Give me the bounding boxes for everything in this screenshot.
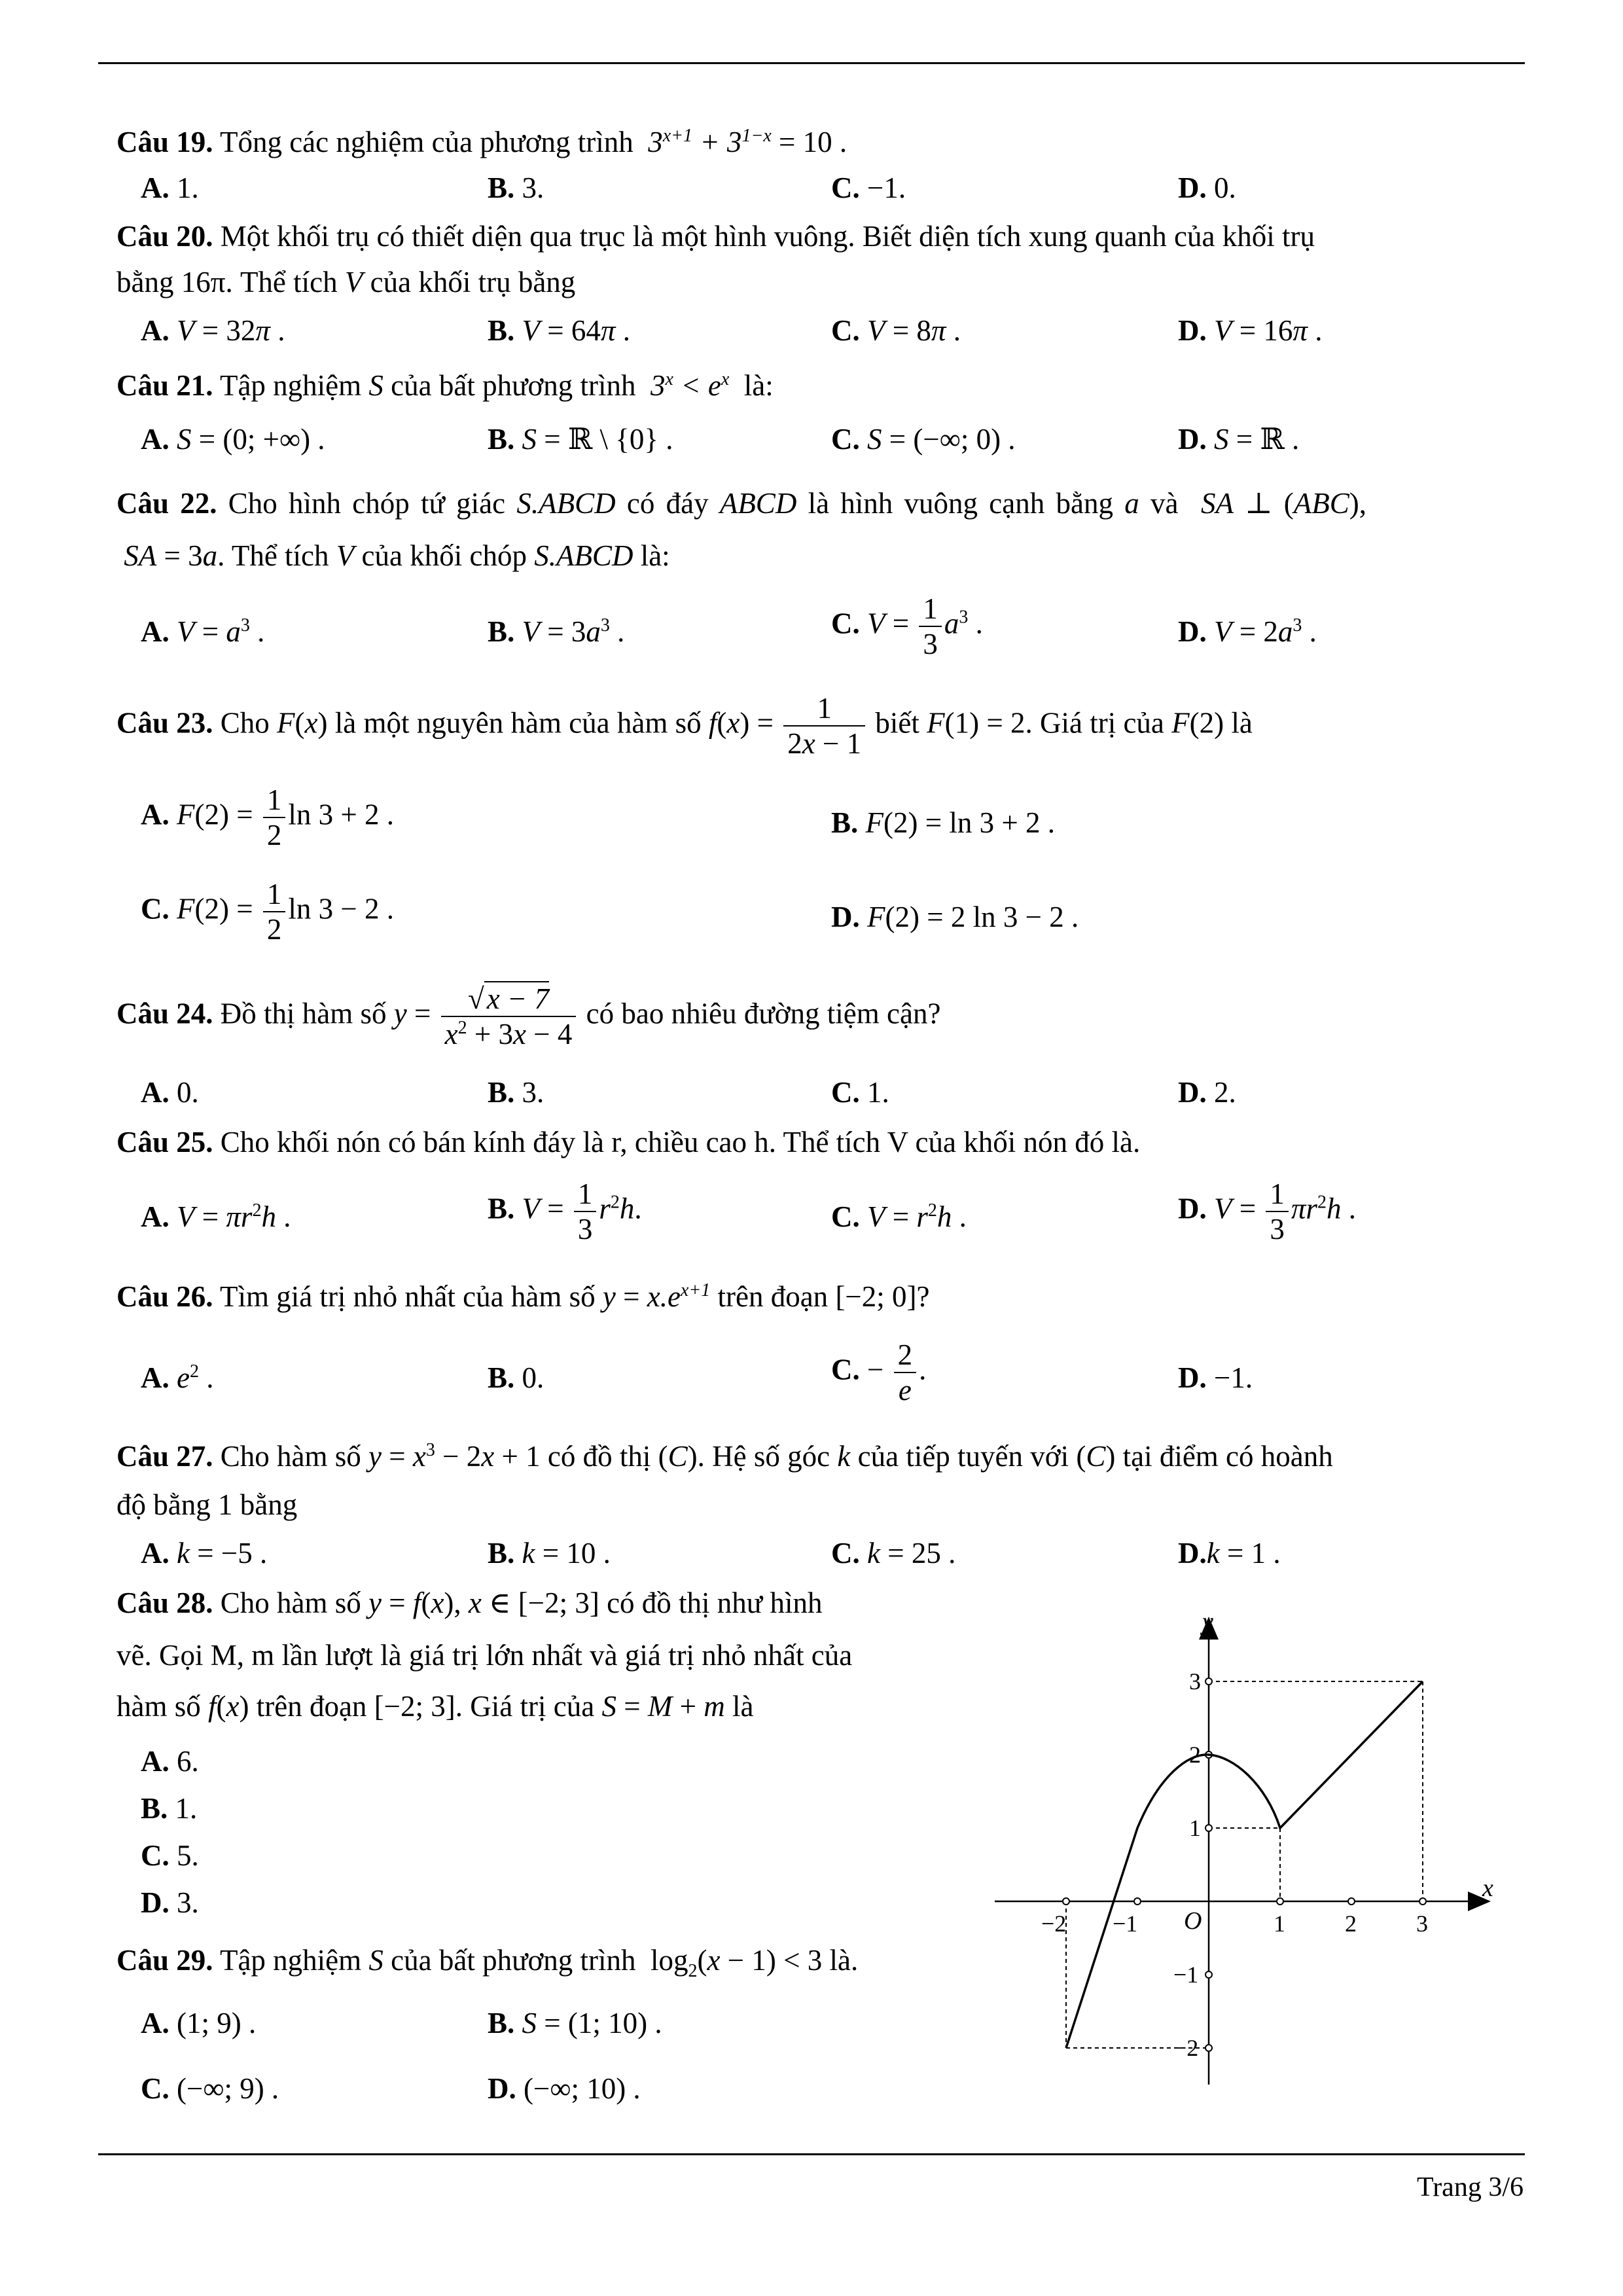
question-28-line3: hàm số f(x) trên đoạn [−2; 3]. Giá trị của S = M + m là — [116, 1690, 754, 1723]
q29-option-d[interactable]: D. (−∞; 10) . — [488, 2072, 641, 2105]
question-28-line2: vẽ. Gọi M, m lần lượt là giá trị lớn nhất và giá trị nhỏ nhất của — [116, 1639, 853, 1672]
x-tick-mark — [1063, 1898, 1069, 1905]
x-tick-label: 2 — [1345, 1910, 1357, 1937]
x-tick-mark — [1277, 1898, 1283, 1905]
q26-option-a[interactable]: A. $e^2$ . — [141, 1361, 214, 1394]
question-22-line2: SA = 3a. Thể tích V của khối chóp S.ABCD là: — [124, 539, 670, 572]
question-19: Câu 19. Tổng các nghiệm của phương trình $3^{x+1} + 3^{1-x} = 10$ . — [116, 126, 847, 158]
q20-option-d[interactable]: D. V = 16π . — [1178, 314, 1323, 347]
q26-option-d[interactable]: D. −1. — [1178, 1361, 1253, 1394]
q22-option-d[interactable]: D. $V = 2a^3$ . — [1178, 615, 1317, 648]
q20-option-a[interactable]: A. V = 32π . — [141, 314, 285, 347]
x-tick-mark — [1419, 1898, 1426, 1905]
x-tick-label: −1 — [1113, 1910, 1138, 1937]
q21-option-a[interactable]: A. S = (0; +∞) . — [141, 423, 325, 456]
q29-option-b[interactable]: B. S = (1; 10) . — [488, 2007, 662, 2039]
q24-option-d[interactable]: D. 2. — [1178, 1076, 1236, 1109]
bottom-rule — [98, 2153, 1525, 2155]
q19-option-d[interactable]: D. 0. — [1178, 171, 1236, 204]
question-29: Câu 29. Tập nghiệm S của bất phương trình $\log_2(x - 1) < 3$ là. — [116, 1944, 859, 1981]
q20-option-b[interactable]: B. V = 64π . — [488, 314, 630, 347]
question-27: Câu 27. Cho hàm số $y = x^3 - 2x + 1$ có đồ thị (C). Hệ số góc k của tiếp tuyến với (C) tại điểm có hoành — [116, 1440, 1333, 1473]
x-tick-mark — [1348, 1898, 1355, 1905]
q22-option-c[interactable]: C. V = $\frac{1}{3}$ $a^3$ . — [831, 592, 983, 660]
q26-option-c[interactable]: C. − $\frac{2}{e}$ . — [831, 1338, 927, 1407]
y-tick-label: 3 — [1189, 1668, 1201, 1695]
q22-option-a[interactable]: A. $V = a^3$ . — [141, 615, 265, 648]
q29-option-c[interactable]: C. (−∞; 9) . — [141, 2072, 279, 2105]
x-tick-mark — [1134, 1898, 1141, 1905]
q28-option-a[interactable]: A. 6. — [141, 1745, 199, 1778]
q21-option-b[interactable]: B. S = ℝ \ {0} . — [488, 423, 673, 456]
y-axis-label: y — [1202, 1608, 1213, 1636]
function-graph — [995, 1597, 1518, 2094]
q19-option-b[interactable]: B. 3. — [488, 171, 544, 204]
q24-option-a[interactable]: A. 0. — [141, 1076, 199, 1109]
x-tick-label: 1 — [1274, 1910, 1285, 1937]
q27-option-d[interactable]: D.k = 1 . — [1178, 1537, 1281, 1570]
x-axis-label: x — [1482, 1874, 1493, 1902]
question-21: Câu 21. Tập nghiệm S của bất phương trình $3^x < e^x$ là: — [116, 369, 774, 402]
question-22: Câu 22. Cho hình chóp tứ giác S.ABCD có đáy ABCD là hình vuông cạnh bằng a và SA ⊥ (ABC), — [116, 487, 1367, 520]
y-tick-label: 1 — [1189, 1815, 1201, 1841]
x-tick-label: 3 — [1416, 1910, 1428, 1937]
question-27-line2: độ bằng 1 bằng — [116, 1488, 298, 1521]
question-23: Câu 23. Cho F(x) là một nguyên hàm của hàm số f(x) = $\frac{1}{2x - 1}$ biết F(1) = 2. Giá trị của F(2) là — [116, 692, 1253, 760]
function-curve — [1066, 1681, 1423, 2048]
y-tick-mark — [1205, 1971, 1212, 1978]
y-tick-label: 2 — [1189, 1742, 1201, 1768]
q27-option-a[interactable]: A. k = −5 . — [141, 1537, 268, 1570]
q27-option-b[interactable]: B. k = 10 . — [488, 1537, 611, 1570]
q25-option-a[interactable]: A. $V = \pi r^2h$ . — [141, 1200, 291, 1233]
question-25: Câu 25. Cho khối nón có bán kính đáy là r, chiều cao h. Thể tích V của khối nón đó là. — [116, 1126, 1141, 1158]
origin-label: O — [1184, 1907, 1202, 1935]
question-26: Câu 26. Tìm giá trị nhỏ nhất của hàm số $y = x.e^{x+1}$ trên đoạn [−2; 0]? — [116, 1280, 930, 1313]
q20-option-c[interactable]: C. V = 8π . — [831, 314, 961, 347]
q25-option-d[interactable]: D. V = $\frac{1}{3}$ $\pi r^2h$ . — [1178, 1177, 1356, 1246]
page-footer: Trang 3/6 — [1417, 2172, 1524, 2202]
q24-option-b[interactable]: B. 3. — [488, 1076, 544, 1109]
q25-option-b[interactable]: B. V = $\frac{1}{3}$ $r^2h$. — [488, 1177, 642, 1246]
q24-option-c[interactable]: C. 1. — [831, 1076, 889, 1109]
q21-option-c[interactable]: C. S = (−∞; 0) . — [831, 423, 1016, 456]
axis-ticks — [1041, 1668, 1428, 2061]
y-tick-label: −1 — [1173, 1962, 1199, 1988]
q23-option-d[interactable]: D. F(2) = 2 ln 3 − 2 . — [831, 901, 1079, 933]
q27-option-c[interactable]: C. k = 25 . — [831, 1537, 956, 1570]
question-20-line2: bằng 16π. Thể tích V của khối trụ bằng — [116, 266, 576, 298]
q28-option-b[interactable]: B. 1. — [141, 1792, 198, 1825]
q26-option-b[interactable]: B. 0. — [488, 1361, 544, 1394]
q23-option-a[interactable]: A. F(2) = $\frac{1}{2}$ ln 3 + 2 . — [141, 783, 394, 852]
q28-option-d[interactable]: D. 3. — [141, 1886, 199, 1919]
y-tick-mark — [1205, 1678, 1212, 1685]
y-tick-label: −2 — [1173, 2035, 1199, 2061]
q21-option-d[interactable]: D. S = ℝ . — [1178, 423, 1300, 456]
q23-option-c[interactable]: C. F(2) = $\frac{1}{2}$ ln 3 − 2 . — [141, 878, 394, 946]
x-tick-label: −2 — [1041, 1910, 1067, 1937]
y-tick-mark — [1205, 1825, 1212, 1831]
q28-option-c[interactable]: C. 5. — [141, 1839, 199, 1872]
question-28: Câu 28. Cho hàm số y = f(x), x ∈ [−2; 3] có đồ thị như hình — [116, 1587, 823, 1619]
q23-option-b[interactable]: B. F(2) = ln 3 + 2 . — [831, 806, 1055, 839]
question-24: Câu 24. Đồ thị hàm số y = $\frac{√x - 7}{x^2 + 3x - 4}$ có bao nhiêu đường tiệm cận? — [116, 982, 941, 1050]
q29-option-a[interactable]: A. (1; 9) . — [141, 2007, 257, 2039]
y-tick-mark — [1205, 2045, 1212, 2051]
q19-option-a[interactable]: A. 1. — [141, 171, 199, 204]
top-rule — [98, 62, 1525, 64]
q19-option-c[interactable]: C. −1. — [831, 171, 906, 204]
q22-option-b[interactable]: B. $V = 3a^3$ . — [488, 615, 625, 648]
question-20: Câu 20. Một khối trụ có thiết diện qua trục là một hình vuông. Biết diện tích xung quanh của khối trụ — [116, 220, 1315, 253]
q25-option-c[interactable]: C. $V = r^2h$ . — [831, 1200, 967, 1233]
